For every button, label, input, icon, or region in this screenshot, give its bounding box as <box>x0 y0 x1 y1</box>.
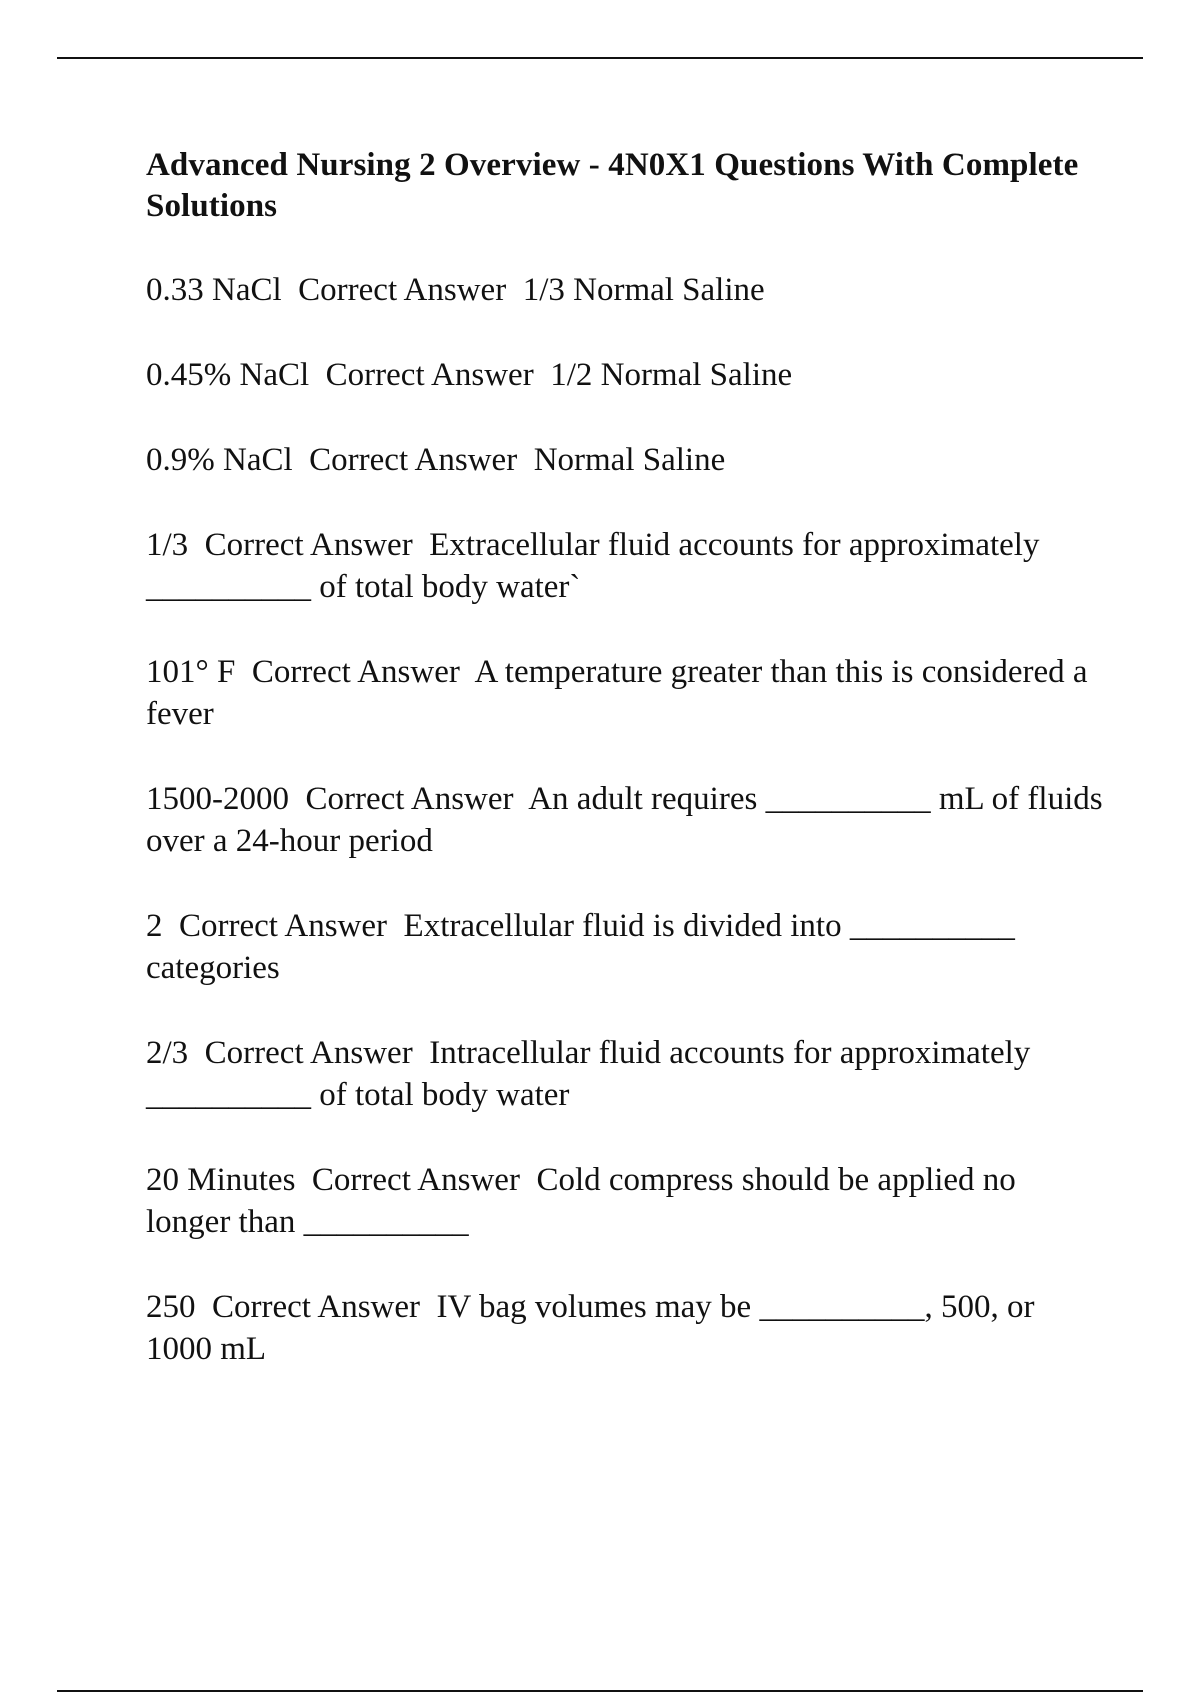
question-text: Extracellular fluid accounts for approximately __________ of total body water` <box>146 527 1048 605</box>
question-text: An adult requires __________ mL of fluids over a 24-hour period <box>146 781 1111 859</box>
question-text: IV bag volumes may be __________, 500, or 1000 mL <box>146 1289 1043 1367</box>
question-text: Extracellular fluid is divided into __________ categories <box>146 908 1024 986</box>
qa-entry <box>146 905 1106 989</box>
qa-entry <box>146 1032 1106 1116</box>
answer-term: 0.9% NaCl <box>146 442 293 478</box>
qa-entry <box>146 354 1106 396</box>
qa-entry <box>146 1286 1106 1370</box>
question-text: Normal Saline <box>533 442 726 478</box>
top-divider <box>57 57 1143 59</box>
qa-entry <box>146 524 1106 608</box>
correct-answer-label: Correct Answer <box>305 781 514 817</box>
question-text: 1/2 Normal Saline <box>550 357 793 393</box>
correct-answer-label: Correct Answer <box>311 1162 520 1198</box>
document-title: Advanced Nursing 2 Overview - 4N0X1 Questions With Complete Solutions <box>146 147 1079 224</box>
qa-entry <box>146 269 1106 311</box>
answer-term: 20 Minutes <box>146 1162 296 1198</box>
correct-answer-label: Correct Answer <box>251 654 460 690</box>
correct-answer-label: Correct Answer <box>204 527 413 563</box>
bottom-divider <box>57 1690 1143 1692</box>
answer-term: 0.45% NaCl <box>146 357 310 393</box>
qa-entry <box>146 651 1106 735</box>
question-text: Intracellular fluid accounts for approximately __________ of total body water <box>146 1035 1039 1113</box>
correct-answer-label: Correct Answer <box>325 357 534 393</box>
question-text: Cold compress should be applied no longer than __________ <box>146 1162 1025 1240</box>
correct-answer-label: Correct Answer <box>204 1035 413 1071</box>
correct-answer-label: Correct Answer <box>179 908 388 944</box>
answer-term: 0.33 NaCl <box>146 272 282 308</box>
answer-term: 250 <box>146 1289 196 1325</box>
question-text: A temperature greater than this is considered a fever <box>146 654 1096 732</box>
correct-answer-label: Correct Answer <box>298 272 507 308</box>
qa-entry <box>146 778 1111 862</box>
answer-term: 1/3 <box>146 527 189 563</box>
answer-term: 2 <box>146 908 163 944</box>
answer-term: 2/3 <box>146 1035 189 1071</box>
page-content <box>146 145 1111 1370</box>
qa-entry <box>146 1159 1106 1243</box>
qa-list <box>146 269 1111 1370</box>
answer-term: 1500-2000 <box>146 781 289 817</box>
correct-answer-label: Correct Answer <box>212 1289 421 1325</box>
answer-term: 101° F <box>146 654 236 690</box>
qa-entry <box>146 439 1106 481</box>
correct-answer-label: Correct Answer <box>309 442 518 478</box>
question-text: 1/3 Normal Saline <box>522 272 765 308</box>
